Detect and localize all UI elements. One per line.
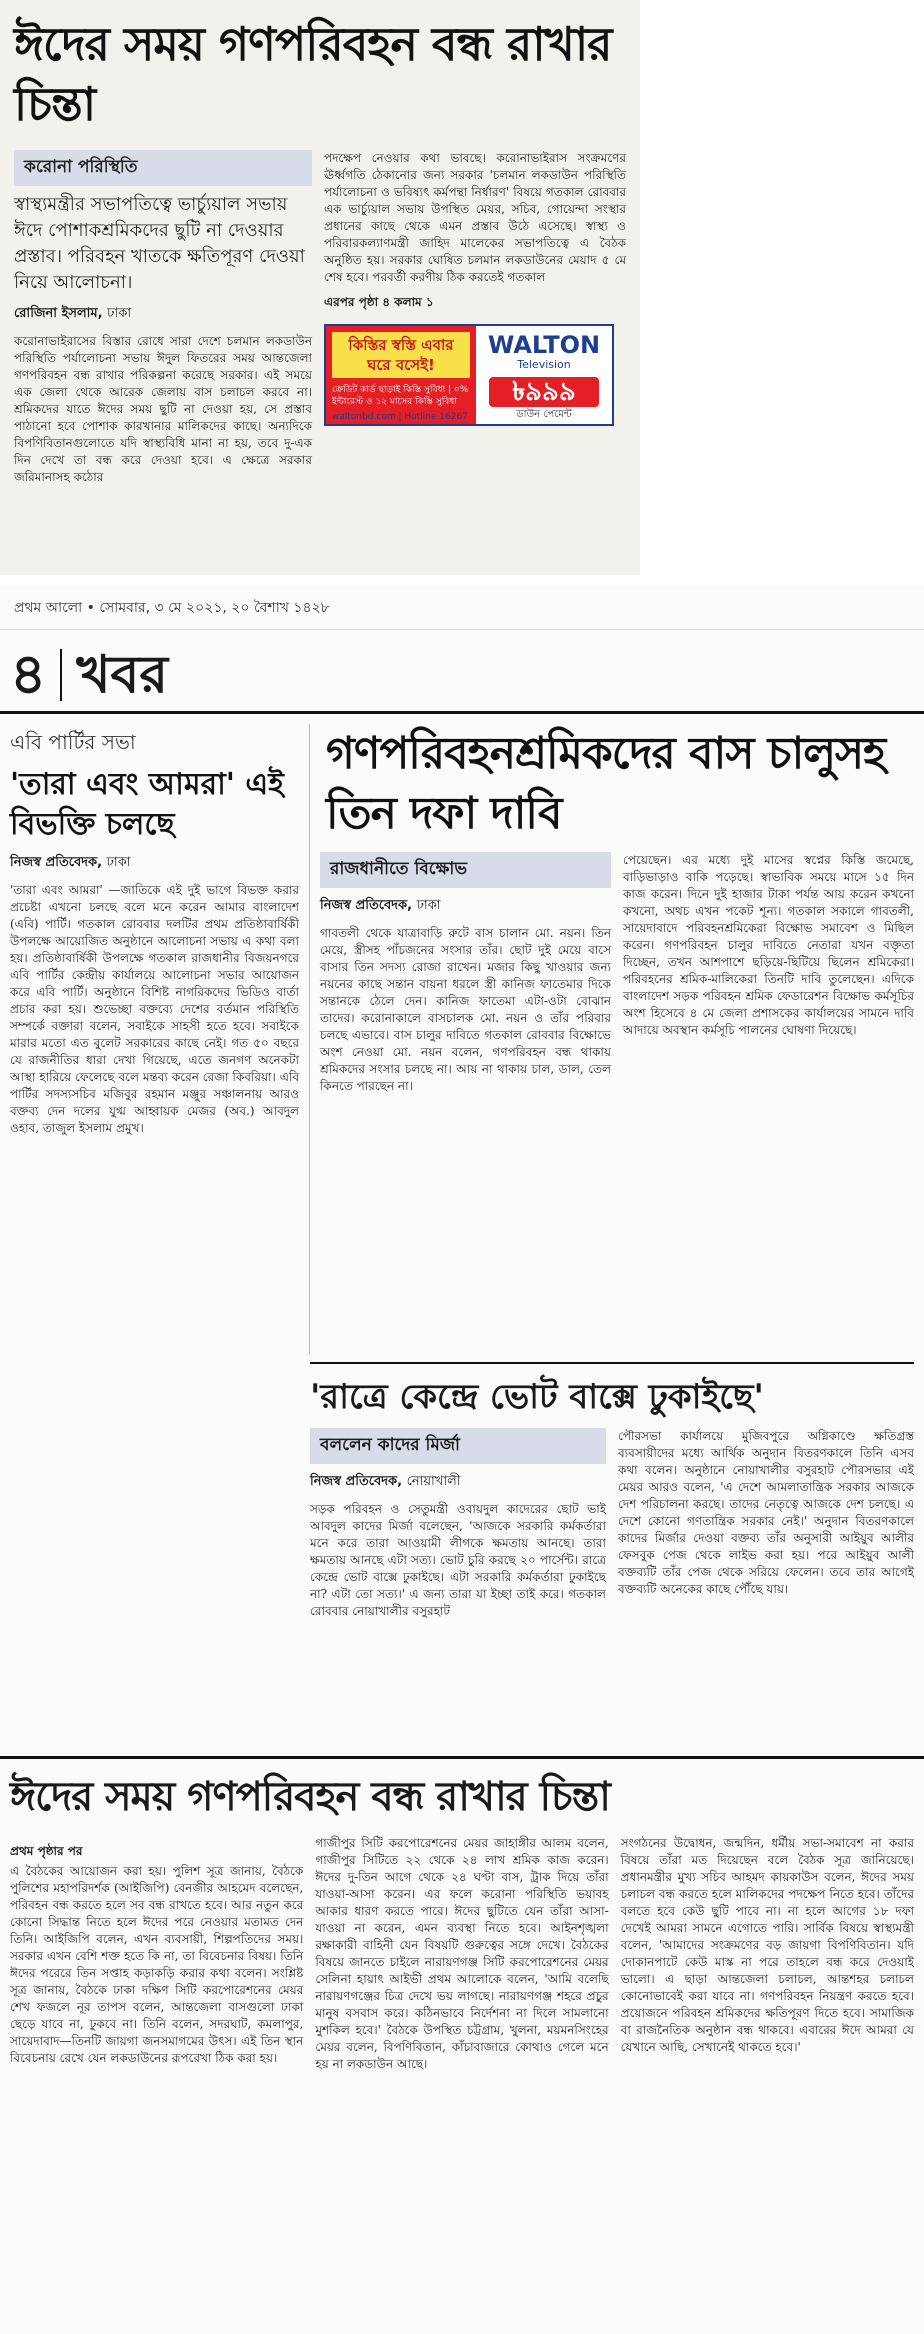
page-number: ৪ (10, 642, 47, 707)
byline-place: নোয়াখালী (406, 1474, 461, 1489)
mid-story-columns (310, 1428, 914, 1620)
ad-small-text: ক্রেডিট কার্ড ছাড়াই কিস্তি সুবিধা | ০% ইন্টারেস্ট ও ১২ মাসের কিস্তি সুবিধা (332, 385, 469, 407)
left-story-byline (10, 853, 299, 874)
story-deck: স্বাস্থ্যমন্ত্রীর সভাপতিত্বে ভার্চ্যুয়াল সভায় ঈদে পোশাকশ্রমিকদের ছুটি না দেওয়ার প্রস্তাব। পরিবহন খাতকে ক্ষতিপূরণ দেওয়া নিয়ে আলোচনা। (14, 194, 305, 293)
story-body-continued: পদক্ষেপ নেওয়ার কথা ভাবছে। করোনাভাইরাস সংক্রমণের ঊর্ধ্বগতি ঠেকানোর জন্য সরকার 'চলমান লকডাউন পরিস্থিতি পর্যালোচনা ও ভবিষ্যৎ কর্মপন্থা নির্ধারণ' বিষয়ে গতকাল রোববার এক ভার্চ্যুয়াল সভায় উপস্থিত মেয়র, সচিব, গোয়েন্দা সংস্থার প্রধানের কাছে থেকে এমন প্রস্তাব উঠে এসেছে। স্বাস্থ্য ও পরিবারকল্যাণমন্ত্রী জাহিদ মালেকের সভাপতিত্বে এ বৈঠক অনুষ্ঠিত হয়। সরকার ঘোষিত চলমান লকডাউনের মেয়াদ ৫ মে শেষ হবে। পরবর্তী করণীয় ঠিক করতেই গতকাল (324, 151, 626, 284)
left-story (10, 724, 310, 1354)
right-story-body-1: গাবতলী থেকে যাত্রাবাড়ি রুটে বাস চালান মো. নয়ন। তিন মেয়ে, স্ত্রীসহ পাঁচজনের সংসার তাঁর। ছোট দুই মেয়ে বাসে বাসার তিন সদস্য রোজা রাখেন। মজার কিছু খাওয়ার জন্য নয়নের কাছে সন্তান বায়না ধরলে স্ত্রী কানিজ ফাতেমার দিকে সন্তানকে ঠেলে দেন। কানিজ ফাতেমা এটা-ওটা বোঝান তাদের। করোনাকালে বাসচালক মো. নয়ন ও তাঁর পরিবার চলছে এভাবে। বাস চালুর দাবিতে গতকাল রোববার বিক্ষোভে অংশ নেওয়া মো. নয়ন বলেন, গণপরিবহন বন্ধ থাকায় শ্রমিকদের সংসার চলছে না। আয় না থাকায় চাল, ডাল, তেল কিনতে পারছেন না। (320, 926, 611, 1093)
bottom-story-col-1 (10, 1835, 303, 2073)
continued-from-note: প্রথম পৃষ্ঠার পর (10, 1844, 83, 1858)
byline-place: ঢাকা (416, 898, 441, 913)
mid-story (310, 1362, 914, 1722)
ad-price: ৳৯৯৯ (489, 377, 599, 407)
ad-brand: WALTON (487, 331, 601, 359)
right-story-col-1 (320, 852, 611, 1095)
clipping-columns (14, 150, 626, 486)
news-clipping-top (0, 0, 640, 575)
bottom-story-headline: ঈদের সময় গণপরিবহন বন্ধ রাখার চিন্তা (10, 1774, 610, 1820)
byline-name: নিজস্ব প্রতিবেদক, (320, 898, 413, 913)
byline-place: ঢাকা (106, 855, 131, 870)
bottom-story-body-1: এ বৈঠকের আয়োজন করা হয়। পুলিশ সূত্র জানায়, বৈঠকে পুলিশের মহাপরিদর্শক (আইজিপি) বেনজীর আহমেদ বলেছেন, পরিবহন বন্ধ করতে হলে সব বন্ধ রাখতে হবে। আর নতুন করে কোনো সিদ্ধান্ত নিতে হলে ঈদের পরে নেওয়ার মতামত দেন তিনি। আইজিপি বলেন, এখন ব্যবসায়ী, শিল্পপতিদের সময়। সরকার এখন বেশি শক্ত হতে কি না, তা বিবেচনার বিষয়। তিনি ঈদের পরেরে তিন সপ্তাহ কড়াকড়ি করার কথা বলেন। সংশ্লিষ্ট সূত্র জানায়, বৈঠকে ঢাকা দক্ষিণ সিটি করপোরেশনের মেয়র শেখ ফজলে নূর তাপস বলেন, আন্তজেলা বাসগুলো ঢাকা ছেড়ে যাবে না, ঢুকবে না। তিনি বলেন, সদরঘাট, কমলাপুর, সায়েদাবাদ—তিনটি জায়গা জনসমাগমের উৎস। এই তিন স্থান বিবেচনায় রেখে যেন লকডাউনের রূপরেখা ঠিক করা হয়। (10, 1864, 304, 2065)
masthead: প্রথম আলো • সোমবার, ৩ মে ২০২১, ২০ বৈশাখ ১৪২৮ (0, 586, 924, 630)
right-story-headline: গণপরিবহনশ্রমিকদের বাস চালুসহ তিন দফা দাবি (326, 728, 886, 839)
byline-name: নিজস্ব প্রতিবেদক, (310, 1474, 403, 1489)
clipping-headline: ঈদের সময় গণপরিবহন বন্ধ রাখার চিন্তা (14, 17, 612, 131)
byline-name: রোজিনা ইসলাম, (14, 306, 103, 321)
byline-name: নিজস্ব প্রতিবেদক, (10, 855, 103, 870)
ad-brand-sub: Television (517, 358, 571, 371)
mid-story-col-1 (310, 1428, 606, 1620)
left-story-body: 'তারা এবং আমরা' —জাতিকে এই দুই ভাগে বিভক্ত করার প্রচেষ্টা এখনো চলছে বলে মনে করেন আমার বাংলাদেশ (এবি) পার্টি। গতকাল রোববার দলটির প্রথম প্রতিষ্ঠাবার্ষিকী উপলক্ষে আয়োজিত অনুষ্ঠানে আলোচনা সভায় এ কথা বলা হয়। প্রতিষ্ঠাবার্ষিকী উপলক্ষে গতকাল রাজধানীর বিজয়নগরে এবি পার্টির কেন্দ্রীয় কার্যালয়ে আলোচনা সভার আয়োজন করে এবি পার্টি। অনুষ্ঠানে বিশিষ্ট নাগরিকদের ভিডিও বার্তা প্রচার করা হয়। শুভেচ্ছা বক্তব্যে দেশের বর্তমান পরিস্থিতি সম্পর্কে বক্তারা বলেন, সবাইকে সাহসী হতে হবে। সবাইকে মারার মতো এত বুলেট সরকারের কাছে নেই। গত ৫০ বছরে যে রাজনীতির ধারা দেখা গিয়েছে, এতে জনগণ অনেকটা আস্থা হারিয়ে ফেলেছে বলে মন্তব্য করেন রেজা কিবরিয়া। এবি পার্টির সদস্যসচিব মজিবুর রহমান মঞ্জুর সঞ্চালনায় আরও বক্তব্য দেন দলের যুগ্ম আহ্বায়ক মেজর (অব.) আবদুল ওহাব, তাজুল ইসলাম প্রমুখ। (10, 883, 299, 1135)
left-story-kicker: এবি পার্টির সভা (10, 730, 136, 754)
ad-site: waltonbd.com | Hotline 16267 (332, 412, 468, 422)
byline-place: ঢাকা (107, 306, 132, 321)
bottom-story-columns (10, 1835, 914, 2073)
continued-note: এরপর পৃষ্ঠা ৪ কলাম ১ (324, 295, 434, 309)
mid-story-headline: 'রাত্রে কেন্দ্রে ভোট বাক্সে ঢুকাইছে' (310, 1377, 764, 1417)
right-story-tag: রাজধানীতে বিক্ষোভ (320, 852, 611, 888)
right-story-body-2: পেয়েছেন। এর মধ্যে দুই মাসের স্বপ্নের কিস্তি জমেছে, বাড়িভাড়াও বাকি পড়েছে। স্বাভাবিক সময়ে মাসে ১৫ দিন কাজ করেন। দিনে দুই হাজার টাকা পর্যন্ত আয় করেন কখনো কখনো, অথচ এখন পকেট শূন্য। গতকাল সকালে গাবতলী, সায়েদাবাদে পরিবহনশ্রমিকেরা বিক্ষোভ সমাবেশ ও মিছিল করেন। গণপরিবহন চালুর দাবিতে নেতারা যখন বক্তৃতা দিচ্ছেন, তখন আশপাশে ছড়িয়ে-ছিটিয়ে ছিলেন শ্রমিকেরা। পরিবহনের শ্রমিক-মালিকেরা তিনটি দাবি তুলেছেন। এদিকে বাংলাদেশ সড়ক পরিবহন শ্রমিক ফেডারেশন বিক্ষোভ কর্মসূচির অংশ হিসেবে ৪ মে জেলা প্রশাসকের কার্যালয়ের সামনে দাবি আদায়ে অবস্থান কর্মসূচি পালনের ঘোষণা দিয়েছে। (623, 853, 914, 1037)
bottom-story-body-3: সংগঠনের উদ্বোধন, জন্মদিন, ধর্মীয় সভা-সমাবেশ না করার বিষয়ে তাঁরা মত দিয়েছেন বলে বৈঠক সূত্র জানিয়েছে। প্রধানমন্ত্রীর মুখ্য সচিব আহমদ কায়কাউস বলেন, ঈদের সময় চলাচল বন্ধ করতে হলে মালিকদের পদক্ষেপ নিতে হবে। তাঁদের বলতে হবে কেউ ছুটি পাবে না। না হলে আগের ১৮ দফা দেখেই আমরা সামনে এগোতে পারি। সার্বিক বিষয়ে স্বাস্থ্যমন্ত্রী বলেন, 'আমাদের সংক্রমণের বড় জায়গা বিপণিবিতান। যদি দোকানপাটে কেউ মাস্ক না পরে তাহলে বন্ধ করে দেওয়াই ভালো। এ ছাড়া আন্তজেলা চলাচল, আন্তশহর চলাচল কোনোভাবেই করা যাবে না। গণপরিবহন নিয়ন্ত্রণ করতে হবে। প্রয়োজনে পরিবহন শ্রমিকদের ক্ষতিপূরণ দিতে হবে। সামাজিক বা রাজনৈতিক অনুষ্ঠান বন্ধ থাকবে। এবারের ঈদে আমরা যে যেখানে আছি, সেখানেই থাকতে হবে।' (620, 1836, 914, 2054)
ad-price-sub: ডাউন পেমেন্ট (516, 409, 572, 420)
clipping-left-column (14, 150, 312, 486)
mid-story-byline (310, 1472, 606, 1493)
bottom-story (0, 1756, 924, 2073)
page-separator (60, 649, 62, 701)
top-stories-grid (0, 714, 924, 1354)
ad-left-panel (326, 326, 476, 424)
left-story-headline: 'তারা এবং আমরা' এই বিভক্তি চলছে (10, 767, 284, 842)
right-story-columns (320, 852, 914, 1095)
mid-story-body-2: পৌরসভা কার্যালয়ে মুজিবপুরে অগ্নিকাণ্ডে ক্ষতিগ্রস্ত ব্যবসায়ীদের মধ্যে আর্থিক অনুদান বিতরণকালে তিনি এসব কথা বলেন। অনুষ্ঠানে নোয়াখালীর বসুরহাট পৌরসভার এই মেয়র আরও বলেন, 'এ দেশে আমলাতান্ত্রিক সরকার আজকে দেশ পরিচালনা করছে। তাদের নেতৃত্বে আজকে দেশ চলছে। এ দেশে কোনো গণতান্ত্রিক সরকার নেই।' অনুদান বিতরণকালে কাদের মির্জার দেওয়া বক্তব্য তাঁর অনুসারী আইয়ুব আলীর ফেসবুক পেজ থেকে লাইভ করা হয়। পরে আইয়ুব আলী বক্তব্যটি তাঁর পেজ থেকে সরিয়ে ফেলেন। তবে তার আগেই বক্তব্যটি অনেকের কাছে পৌঁছে যায়। (618, 1429, 914, 1596)
section-tag: করোনা পরিস্থিতি (14, 150, 312, 186)
mid-story-tag: বললেন কাদের মির্জা (310, 1428, 606, 1464)
bottom-story-col-2 (315, 1835, 608, 2073)
bottom-story-body-2: গাজীপুর সিটি করপোরেশনের মেয়র জাহাঙ্গীর আলম বলেন, গাজীপুর সিটিতে ২২ থেকে ২৪ লাখ শ্রমিক কাজ করেন। ঈদের দু-তিন আগে থেকে ২৪ ঘণ্টা বাস, ট্রাক দিয়ে তাঁরা যাওয়া-আসা করেন। এর ফলে করোনা পরিস্থিতি ভয়াবহ আকার ধারণ করতে পারে। ঈদের ছুটিতে যেন তাঁরা আসা-যাওয়া না করেন, এমন ব্যবস্থা নিতে হবে। আইনশৃঙ্খলা রক্ষাকারী বাহিনী যেন বিষয়টি গুরুত্বের সঙ্গে দেখে। বৈঠকের বিষয়ে জানতে চাইলে নারায়ণগঞ্জ সিটি করপোরেশনের মেয়র সেলিনা হায়াৎ আইভী প্রথম আলোকে বলেন, 'আমি বলেছি নারায়ণগঞ্জের চিত্র দেখে ভয় লাগছে। নারায়ণগঞ্জ শহরে প্রচুর মানুষ বসবাস করে। কঠিনভাবে নির্দেশনা না দিলে সামলানো মুশকিল হবে।' বৈঠকে উপস্থিত চট্টগ্রাম, খুলনা, ময়মনসিংহের মেয়র বলেন, বিপণিবিতান, কাঁচাবাজারে কোথাও গেলে মনে হয় না লকডাউন আছে। (315, 1836, 609, 2071)
byline (14, 304, 312, 325)
mid-story-col-2 (618, 1428, 914, 1620)
story-body: করোনাভাইরাসের বিস্তার রোধে সারা দেশে চলমান লকডাউন পরিস্থিতি পর্যালোচনা সভায় ঈদুল ফিতরের সময় আন্তজেলা গণপরিবহন বন্ধ রাখার পরিকল্পনা করেছে সরকার। এই সময়ে এক জেলা থেকে আরেক জেলায় বাস চলাচল করবে না। শ্রমিকদের যাতে ঈদের সময় ছুটি না দেওয়া হয়, সে প্রস্তাব পাঠানো হবে পোশাক কারখানার মালিকদের কাছে। অন্যদিকে বিপণিবিতানগুলোতে যদি স্বাস্থ্যবিধি মানা না হয়, তবে দু-এক দিন দেখে তা বন্ধ করে দেওয়া হবে। এ ক্ষেত্রে সরকার জরিমানাসহ কঠোর (14, 334, 312, 484)
bottom-story-col-3 (621, 1835, 914, 2073)
newspaper-page-4 (0, 586, 924, 2334)
page-section-title: খবর (76, 645, 169, 705)
walton-advertisement (324, 324, 614, 426)
clipping-right-column (324, 150, 626, 486)
page-title-row (0, 630, 924, 714)
right-story-col-2 (623, 852, 914, 1095)
mid-story-body-1: সড়ক পরিবহন ও সেতুমন্ত্রী ওবায়দুল কাদেরের ছোট ভাই আবদুল কাদের মির্জা বলেছেন, 'আজকে সরকারি কর্মকর্তারা মনে করে তারা আওয়ামী লীগকে ক্ষমতায় আনছে। তারা ক্ষমতায় আনছে এটা সত্য। ভোট চুরি করছে ২০ পার্সেন্ট। রাত্রে কেন্দ্রে ভোট বাক্সে ঢুকাইছে। এটা সরকারি কর্মকর্তারা ঢুকাইছে না? এটা তো সত্য।' এ জন্য তারা যা ইচ্ছা তাই করে। গতকাল রোববার নোয়াখালীর বসুরহাট (310, 1502, 606, 1618)
right-story (320, 724, 914, 1354)
ad-slogan: কিস্তির স্বস্তি এবার ঘরে বসেই! (332, 332, 470, 378)
ad-right-panel (476, 326, 612, 424)
right-story-byline (320, 896, 611, 917)
